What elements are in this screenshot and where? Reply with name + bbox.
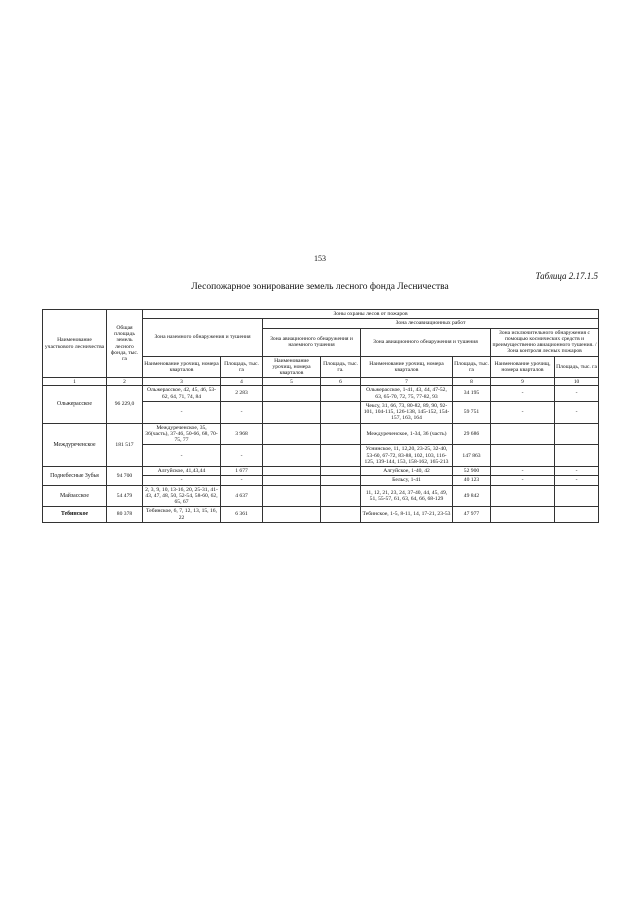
table-row	[43, 386, 599, 402]
column-number: 3	[143, 378, 221, 386]
aviation-area: 29 686	[453, 423, 491, 445]
aviation-ground-area	[321, 386, 361, 402]
aviation-ground-area	[321, 401, 361, 423]
aviation-ground-area	[321, 445, 361, 467]
header-name: Наименование участкового лесничества	[43, 310, 107, 378]
table-row	[43, 507, 599, 523]
ground-tracts: Алгуйское, 41,43,44	[143, 467, 221, 476]
ground-tracts: -	[143, 401, 221, 423]
aviation-ground-tracts	[263, 401, 321, 423]
column-number: 4	[221, 378, 263, 386]
header-area: Площадь, тыс. га.	[321, 356, 361, 378]
aviation-ground-area	[321, 467, 361, 476]
ground-tracts: -	[143, 445, 221, 467]
exclusive-area: -	[555, 467, 599, 476]
aviation-ground-area	[321, 476, 361, 485]
column-number: 2	[107, 378, 143, 386]
aviation-ground-area	[321, 485, 361, 507]
header-protection-zones: Зоны охраны лесов от пожаров	[143, 310, 599, 319]
exclusive-area	[555, 507, 599, 523]
ground-tracts: Тебинское, 6, 7, 12, 13, 15, 16, 22	[143, 507, 221, 523]
forestry-name: Поднебесные Зубья	[43, 467, 107, 486]
table-row	[43, 485, 599, 507]
ground-tracts: -	[143, 476, 221, 485]
header-aviation-zones: Зона лесоавиационных работ	[263, 319, 599, 328]
aviation-tracts: Алгуйское, 1-40, 42	[361, 467, 453, 476]
ground-area: 6 361	[221, 507, 263, 523]
aviation-tracts: Чексу, 31, 66, 73, 80-82, 89, 90, 92-101, 104-115, 126-138, 145-152, 154-157, 163, 164	[361, 401, 453, 423]
column-number: 8	[453, 378, 491, 386]
aviation-area: 52 900	[453, 467, 491, 476]
header-tracts: Наименование урочищ, номера кварталов	[143, 356, 221, 378]
header-area: Площадь, тыс. га	[555, 356, 599, 378]
exclusive-area	[555, 445, 599, 467]
page-number: 153	[314, 254, 326, 263]
column-number: 5	[263, 378, 321, 386]
exclusive-area: -	[555, 386, 599, 402]
aviation-tracts: Уснинское, 11, 12,20, 23-25, 32-40, 53-60, 67-72, 83-88, 102, 103, 116-125, 139-144, 153, 158-162, 165-213	[361, 445, 453, 467]
exclusive-tracts	[491, 507, 555, 523]
aviation-ground-tracts	[263, 485, 321, 507]
total-area: 54 479	[107, 485, 143, 507]
table-row	[43, 423, 599, 445]
header-tracts: Наименование урочищ, номера кварталов	[361, 356, 453, 378]
ground-area: -	[221, 401, 263, 423]
header-aviation-zone: Зона авиационного обнаружения и тушения	[361, 328, 491, 356]
total-area: 181 517	[107, 423, 143, 467]
aviation-area: 34 195	[453, 386, 491, 402]
header-tracts: Наименование урочищ, номера кварталов	[491, 356, 555, 378]
aviation-tracts: 11, 12, 21, 23, 24, 37-40, 44, 45, 49, 51, 55-57, 61, 63, 64, 66, 68-129	[361, 485, 453, 507]
exclusive-area	[555, 423, 599, 445]
exclusive-tracts: -	[491, 401, 555, 423]
aviation-ground-tracts	[263, 423, 321, 445]
aviation-tracts: Тебинское, 1-5, 8-11, 14, 17-21, 23-53	[361, 507, 453, 523]
forestry-name: Ольжерасское	[43, 386, 107, 423]
total-area: 94 700	[107, 467, 143, 486]
exclusive-tracts: -	[491, 476, 555, 485]
exclusive-tracts	[491, 445, 555, 467]
ground-tracts: Ольжерасское, 42, 45, 46, 53-62, 64, 71, 74, 84	[143, 386, 221, 402]
ground-tracts: Междуреченское, 35, 36(часть), 37-46, 50-66, 68, 70-75, 77	[143, 423, 221, 445]
exclusive-area	[555, 485, 599, 507]
table-row	[43, 467, 599, 476]
header-area: Площадь, тыс. га	[221, 356, 263, 378]
header-exclusive-zone: Зона исключительного обнаружения с помощью космических средств и преимущественно авиационного тушения. / Зона контроля лесных пожаров	[492, 329, 597, 355]
column-number: 1	[43, 378, 107, 386]
total-area: 96 229,0	[107, 386, 143, 423]
ground-area: -	[221, 445, 263, 467]
table-label: Таблица 2.17.1.5	[535, 271, 598, 281]
aviation-area: 59 751	[453, 401, 491, 423]
aviation-ground-tracts	[263, 467, 321, 476]
ground-area: 2 283	[221, 386, 263, 402]
column-number: 7	[361, 378, 453, 386]
exclusive-area: -	[555, 401, 599, 423]
forestry-name: Междуреченское	[43, 423, 107, 467]
aviation-ground-tracts	[263, 476, 321, 485]
exclusive-area: -	[555, 476, 599, 485]
header-total-area: Общая площадь земель лесного фонда, тыс. га	[107, 310, 143, 378]
aviation-area: 49 842	[453, 485, 491, 507]
aviation-area: 147 863	[453, 445, 491, 467]
exclusive-tracts	[491, 423, 555, 445]
column-number: 6	[321, 378, 361, 386]
forestry-name: Тебинское	[43, 507, 107, 523]
ground-area: 1 677	[221, 467, 263, 476]
ground-area: 3 968	[221, 423, 263, 445]
aviation-ground-area	[321, 423, 361, 445]
aviation-tracts: Ольжерасское, 1-41, 43, 44, 47-52, 63, 65-70, 72, 75, 77-82, 93	[361, 386, 453, 402]
exclusive-tracts: -	[491, 386, 555, 402]
aviation-area: 40 123	[453, 476, 491, 485]
aviation-area: 47 977	[453, 507, 491, 523]
document-title: Лесопожарное зонирование земель лесного фонда Лесничества	[191, 282, 449, 292]
exclusive-tracts	[491, 485, 555, 507]
ground-area: -	[221, 476, 263, 485]
column-number: 9	[491, 378, 555, 386]
header-area: Площадь, тыс. га	[453, 356, 491, 378]
forestry-name: Майзасское	[43, 485, 107, 507]
total-area: 80 378	[107, 507, 143, 523]
aviation-tracts: Междуреченское, 1-34, 36 (часть)	[361, 423, 453, 445]
exclusive-tracts: -	[491, 467, 555, 476]
aviation-ground-tracts	[263, 445, 321, 467]
column-number: 10	[555, 378, 599, 386]
aviation-ground-tracts	[263, 507, 321, 523]
aviation-tracts: Бельсу, 1-41	[361, 476, 453, 485]
ground-area: 4 637	[221, 485, 263, 507]
header-ground-zone: Зона наземного обнаружения и тушения	[143, 319, 263, 356]
aviation-ground-area	[321, 507, 361, 523]
ground-tracts: 2, 3, 9, 10, 13-16, 20, 25-31, 41-43, 47, 48, 50, 52-54, 58-60, 62, 65, 67	[143, 485, 221, 507]
header-tracts: Наименование урочищ, номера кварталов	[263, 356, 321, 378]
header-aviation-ground-zone: Зона авиационного обнаружения и наземного тушения	[263, 328, 361, 356]
fire-zoning-table	[42, 309, 599, 523]
aviation-ground-tracts	[263, 386, 321, 402]
